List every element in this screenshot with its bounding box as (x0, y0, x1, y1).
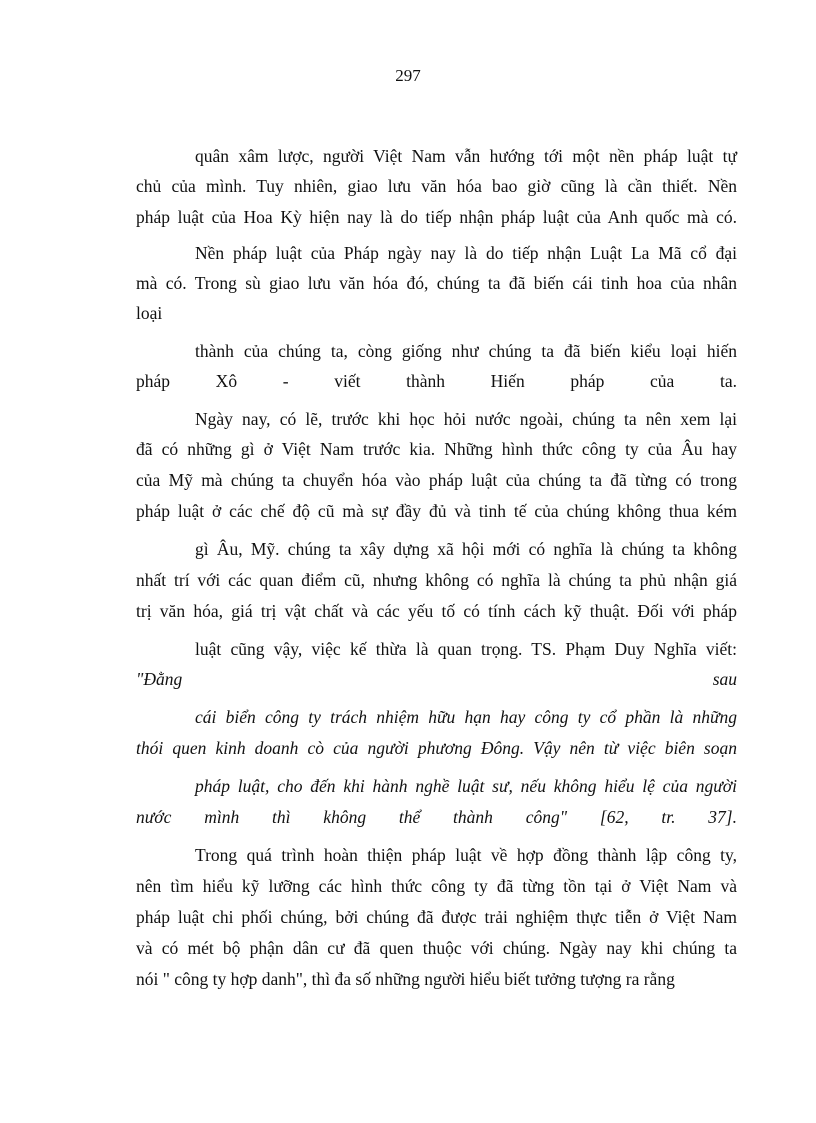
text-line: pháp luật ở các chế độ cũ mà sự đầy đủ và tinh tế của chúng không thua kém (136, 501, 737, 521)
text-line: luật cũng vậy, việc kế thừa là quan trọng. TS. Phạm Duy Nghĩa viết: (195, 639, 737, 659)
text-line: gì Âu, Mỹ. chúng ta xây dựng xã hội mới có nghĩa là chúng ta không (195, 539, 737, 559)
quote-line: pháp luật, cho đến khi hành nghề luật sư, nếu không hiểu lệ của người (195, 776, 737, 796)
text-line: pháp luật chi phối chúng, bởi chúng đã được trải nghiệm thực tiễn ở Việt Nam (136, 907, 737, 927)
text-line: loại (136, 303, 163, 323)
text-line: chủ của mình. Tuy nhiên, giao lưu văn hóa bao giờ cũng là cần thiết. Nền (136, 176, 737, 196)
text-line: và có mét bộ phận dân cư đã quen thuộc với chúng. Ngày nay khi chúng ta (136, 938, 737, 958)
text-line: pháp Xô - viết thành Hiến pháp của ta. (136, 371, 737, 391)
text-line: pháp luật của Hoa Kỳ hiện nay là do tiếp nhận pháp luật của Anh quốc mà có. (136, 207, 737, 227)
quote-line: cái biển công ty trách nhiệm hữu hạn hay công ty cổ phần là những (195, 707, 737, 727)
quote-line: "Đằng sau (136, 669, 737, 689)
text-line: Ngày nay, có lẽ, trước khi học hỏi nước ngoài, chúng ta nên xem lại (195, 409, 737, 429)
text-line: nói " công ty hợp danh", thì đa số những người hiểu biết tưởng tượng ra rằng (136, 969, 675, 989)
text-line: đã có những gì ở Việt Nam trước kia. Những hình thức công ty của Âu hay (136, 439, 737, 459)
text-line: Nền pháp luật của Pháp ngày nay là do tiếp nhận Luật La Mã cổ đại (195, 243, 737, 263)
text-line: trị văn hóa, giá trị vật chất và các yếu tố có tính cách kỹ thuật. Đối với pháp (136, 601, 737, 621)
text-line: mà có. Trong sù giao lưu văn hóa đó, chúng ta đã biến cái tinh hoa của nhân (136, 273, 737, 293)
text-line: nên tìm hiểu kỹ lưỡng các hình thức công ty đã từng tồn tại ở Việt Nam và (136, 876, 737, 896)
page-number: 297 (395, 66, 421, 85)
text-line: nhất trí với các quan điểm cũ, nhưng không có nghĩa là chúng ta phủ nhận giá (136, 570, 737, 590)
text-line: Trong quá trình hoàn thiện pháp luật về hợp đồng thành lập công ty, (195, 845, 737, 865)
quote-line: nước mình thì không thể thành công" [62, tr. 37]. (136, 807, 737, 827)
text-line: quân xâm lược, người Việt Nam vẫn hướng tới một nền pháp luật tự (195, 146, 737, 166)
text-line: của Mỹ mà chúng ta chuyển hóa vào pháp luật của chúng ta đã từng có trong (136, 470, 737, 490)
quote-line: thói quen kinh doanh cò của người phương Đông. Vậy nên từ việc biên soạn (136, 738, 737, 758)
text-line: thành của chúng ta, còng giống như chúng ta đã biến kiểu loại hiến (195, 341, 737, 361)
